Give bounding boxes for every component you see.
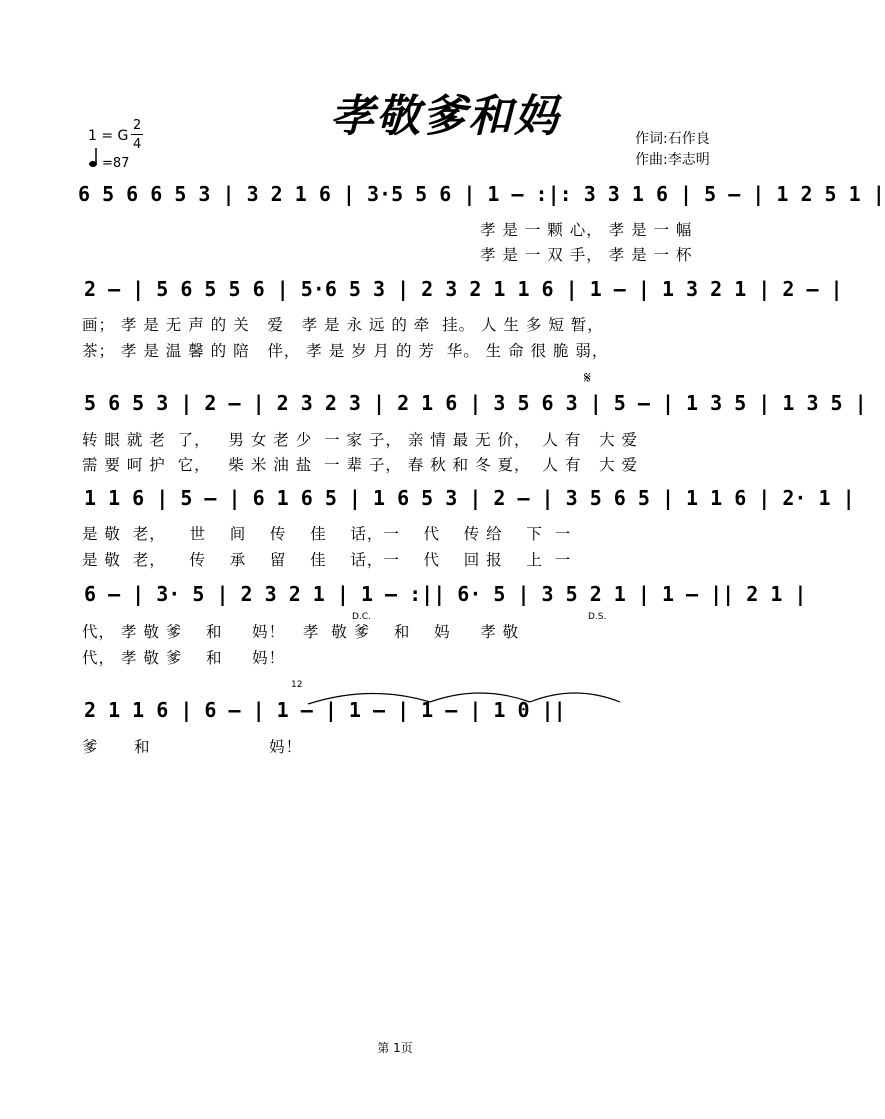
segno-icon: 𝄋 [584,368,591,387]
lyrics-line-3a: 转 眼 就 老 了， 男 女 老 少 一 家 子， 亲 情 最 无 价， 人 有 大 爱 [82,431,639,449]
lyrics-line-6a: 爹 和 妈！ [82,738,303,756]
time-signature-bottom: 4 [133,137,142,152]
ds-mark: D.S. [588,612,607,622]
fermata-count: 12 [291,680,303,690]
quarter-note-icon [88,147,102,173]
page-number: 第 1页 [377,1041,413,1055]
key-signature: 1 = G [88,128,129,144]
lyrics-line-4b: 是 敬 老， 传 承 留 佳 话，一 代 回 报 上 一 [82,551,572,569]
notation-line-1: 6 5 6 6 5 3 | 3 2 1 6 | 3·5 5 6 | 1 – :|: 3 3 1 6 | 5 – | 1 2 5 1 | [78,182,885,206]
lyrics-line-1a: 孝 是 一 颗 心， 孝 是 一 幅 [480,221,693,239]
lyrics-line-2b: 茶； 孝 是 温 馨 的 陪 伴， 孝 是 岁 月 的 芳 华。 生 命 很 脆 弱， [82,342,609,360]
notation-line-3: 5 6 5 3 | 2 – | 2 3 2 3 | 2 1 6 | 3 5 6 3 | 5 – | 1 3 5 | 1 3 5 | [84,391,867,415]
dc-mark: D.C. [352,612,371,622]
song-title: 孝敬爹和妈 [330,91,560,142]
notation-line-2: 2 – | 5 6 5 5 6 | 5·6 5 3 | 2 3 2 1 1 6 | 1 – | 1 3 2 1 | 2 – | [84,277,843,301]
lyrics-line-3b: 需 要 呵 护 它， 柴 米 油 盐 一 辈 子， 春 秋 和 冬 夏， 人 有 大 爱 [82,456,639,474]
notation-line-6: 2 1 1 6 | 6 – | 1 – | 1 – | 1 – | 1 0 || [84,698,566,722]
lyrics-line-1b: 孝 是 一 双 手， 孝 是 一 杯 [480,246,693,264]
time-signature-rule [131,134,143,135]
lyrics-line-2a: 画； 孝 是 无 声 的 关 爱 孝 是 永 远 的 牵 挂。 人 生 多 短 暂， [82,316,604,334]
time-signature-top: 2 [133,118,142,133]
notation-line-5: 6 – | 3· 5 | 2 3 2 1 | 1 – :|| 6· 5 | 3 5 2 1 | 1 – || 2 1 | [84,582,807,606]
tempo-marking: =87 [102,156,130,171]
lyrics-line-4a: 是 敬 老， 世 间 传 佳 话，一 代 传 给 下 一 [82,525,572,543]
lyrics-line-5b: 代， 孝 敬 爹 和 妈！ [82,649,286,667]
lyrics-line-5a: 代， 孝 敬 爹 和 妈！ 孝 敬 爹 和 妈 孝 敬 [82,623,520,641]
notation-line-4: 1 1 6 | 5 – | 6 1 6 5 | 1 6 5 3 | 2 – | 3 5 6 5 | 1 1 6 | 2· 1 | [84,486,855,510]
lyricist-credit: 作词:石作良 [635,131,710,147]
composer-credit: 作曲:李志明 [635,152,710,168]
